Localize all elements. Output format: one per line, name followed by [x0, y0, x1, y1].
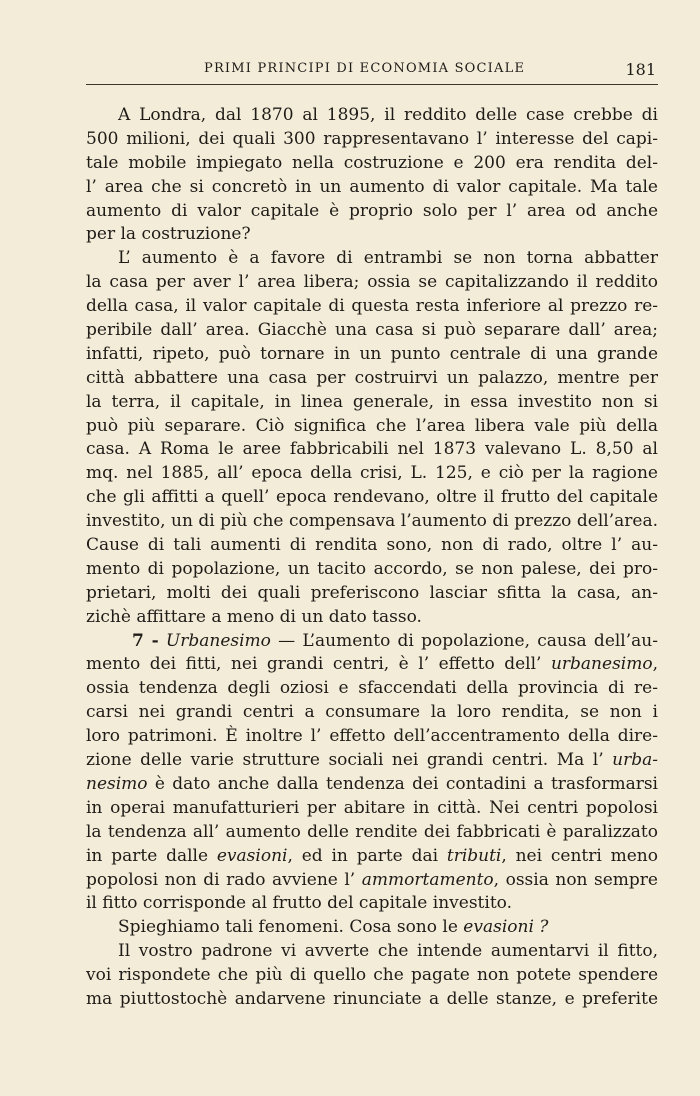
text-line: il fitto corrisponde al frutto del capitale investito.	[86, 893, 512, 914]
section-heading-line	[86, 630, 658, 654]
text-line: ma piuttostochè andarvene rinunciate a delle stanze, e preferite	[86, 988, 658, 1009]
text-line: la casa per aver l’ area libera; ossia se capitalizzando il reddito	[86, 272, 658, 293]
italic-term: urbanesimo	[550, 654, 653, 675]
text-line: 500 milioni, dei quali 300 rappresentavano l’ interesse del capi-	[86, 128, 658, 149]
text-line: la terra, il capitale, in linea generale, in essa investito non si	[86, 391, 658, 412]
text-line: ossia tendenza degli oziosi e sfaccendati della provincia di re-	[86, 678, 658, 699]
text-line: per la costruzione?	[86, 224, 251, 245]
text-line: Il vostro padrone vi avverte che intende aumentarvi il fitto,	[118, 941, 658, 962]
page-header	[86, 58, 658, 85]
text-line: Cause di tali aumenti di rendita sono, non di rado, oltre l’ au-	[86, 535, 658, 556]
text-line: voi rispondete che più di quello che pagate non potete spendere	[86, 965, 658, 986]
text-line: mento di popolazione, un tacito accordo, se non palese, dei pro-	[86, 558, 658, 579]
text-line: zione delle varie strutture sociali nei grandi centri. Ma l’ urba-	[86, 750, 658, 771]
text-line: in parte dalle evasioni, ed in parte dai tributi, nei centri meno	[86, 845, 658, 866]
text-line: aumento di valor capitale è proprio solo per l’ area od anche	[86, 200, 658, 221]
italic-term: evasioni	[216, 845, 288, 866]
text-line: può più separare. Ciò significa che l’area libera vale più della	[86, 415, 658, 436]
text-line: carsi nei grandi centri a consumare la loro rendita, se non i	[86, 702, 658, 723]
text-line: loro patrimoni. È inoltre l’ effetto dell’accentramento della dire-	[86, 726, 658, 747]
text-line: della casa, il valor capitale di questa resta inferiore al prezzo re-	[86, 296, 658, 317]
text-line: prietari, molti dei quali preferiscono lasciar sfitta la casa, an-	[86, 582, 658, 603]
italic-term: ammortamento	[361, 869, 494, 890]
text-line: Spieghiamo tali fenomeni. Cosa sono le evasioni ?	[118, 917, 549, 938]
italic-term: urba-	[612, 750, 658, 771]
text-line: mq. nel 1885, all’ epoca della crisi, L. 125, e ciò per la ragione	[86, 463, 658, 484]
body-text	[86, 104, 658, 1012]
text-line: investito, un di più che compensava l’aumento di prezzo dell’area.	[86, 511, 658, 532]
text-line: città abbattere una casa per costruirvi un palazzo, mentre per	[86, 367, 658, 388]
text-span: — L’aumento di popolazione, causa dell’au-	[270, 630, 658, 651]
text-line: L’ aumento è a favore di entrambi se non torna abbatter	[118, 248, 658, 269]
italic-term: nesimo	[86, 773, 148, 794]
text-line: zichè affittare a meno di un dato tasso.	[86, 606, 422, 627]
text-line: in operai manufatturieri per abitare in città. Nei centri popolosi	[86, 797, 658, 818]
text-line: la tendenza all’ aumento delle rendite dei fabbricati è paralizzato	[86, 821, 658, 842]
text-line: nesimo è dato anche dalla tendenza dei contadini a trasformarsi	[86, 773, 658, 794]
text-line: casa. A Roma le aree fabbricabili nel 1873 valevano L. 8,50 al	[86, 439, 658, 460]
section-title: Urbanesimo	[165, 630, 271, 651]
text-line: popolosi non di rado avviene l’ ammortamento, ossia non sempre	[86, 869, 658, 890]
page-number: 181	[625, 60, 656, 79]
text-line: peribile dall’ area. Giacchè una casa si può separare dall’ area;	[86, 320, 658, 341]
running-title: PRIMI PRINCIPI DI ECONOMIA SOCIALE	[204, 61, 526, 76]
italic-term: evasioni ?	[463, 917, 549, 938]
section-number: 7 -	[132, 630, 159, 651]
italic-term: tributi	[446, 845, 502, 866]
text-line: che gli affitti a quell’ epoca rendevano, oltre il frutto del capitale	[86, 487, 658, 508]
text-line: tale mobile impiegato nella costruzione e 200 era rendita del-	[86, 152, 658, 173]
text-line: infatti, ripeto, può tornare in un punto centrale di una grande	[86, 343, 658, 364]
text-line: A Londra, dal 1870 al 1895, il reddito delle case crebbe di	[118, 105, 658, 125]
text-line: l’ area che si concretò in un aumento di valor capitale. Ma tale	[86, 176, 658, 197]
text-line: mento dei fitti, nei grandi centri, è l’ effetto dell’ urbanesimo,	[86, 654, 658, 675]
